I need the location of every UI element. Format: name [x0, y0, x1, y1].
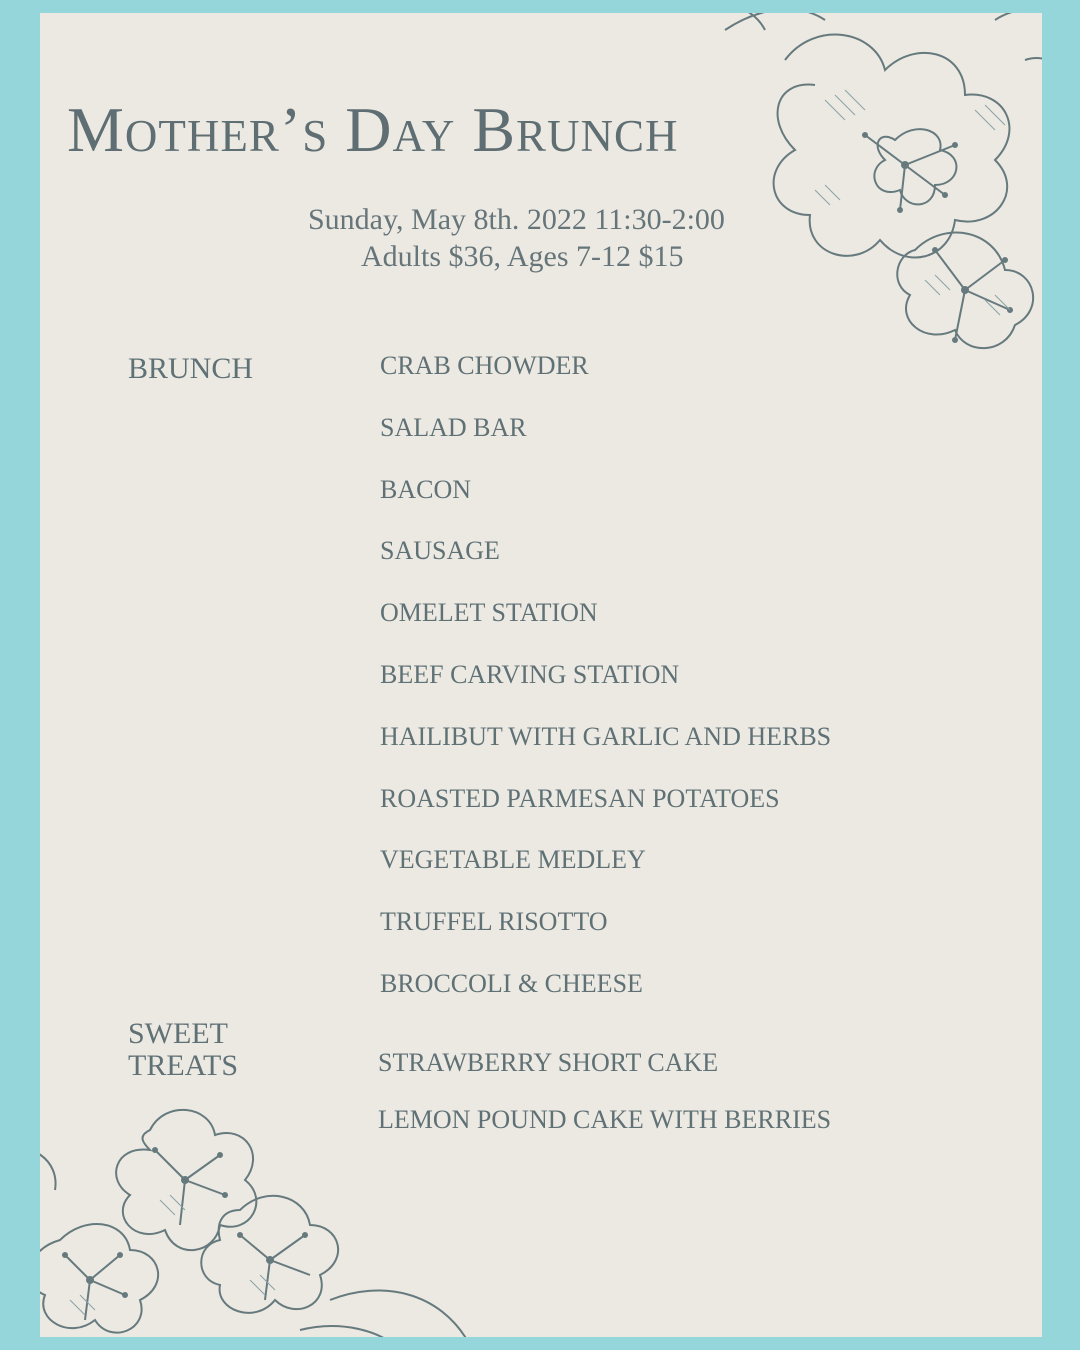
menu-item: LEMON POUND CAKE WITH BERRIES: [378, 1105, 832, 1134]
section-label-sweet-treats: [128, 1018, 238, 1081]
menu-item: VEGETABLE MEDLEY: [380, 845, 646, 875]
sweet-treats-item-list: [378, 1043, 831, 1157]
menu-item: SALAD BAR: [380, 412, 527, 442]
section-label-brunch: BRUNCH: [128, 352, 254, 385]
section-label-line: TREATS: [128, 1048, 239, 1082]
menu-item: BROCCOLI & CHEESE: [380, 968, 643, 998]
event-prices: Adults $36, Ages 7-12 $15: [361, 240, 684, 273]
section-label-line: SWEET: [128, 1017, 228, 1050]
menu-item: HAILIBUT WITH GARLIC AND HERBS: [380, 721, 832, 751]
menu-item: BACON: [380, 474, 472, 504]
menu-item: OMELET STATION: [380, 598, 598, 628]
page-title: Mother’s Day Brunch: [67, 94, 679, 165]
menu-item: STRAWBERRY SHORT CAKE: [378, 1048, 719, 1077]
menu-card: [40, 13, 1042, 1337]
floral-decoration-top-right: [665, 13, 1042, 360]
brunch-item-list: [380, 346, 831, 1026]
event-date-time: Sunday, May 8th. 2022 11:30-2:00: [308, 203, 725, 236]
menu-item: ROASTED PARMESAN POTATOES: [380, 783, 780, 813]
menu-item: CRAB CHOWDER: [380, 351, 589, 380]
menu-item: BEEF CARVING STATION: [380, 659, 680, 689]
menu-item: TRUFFEL RISOTTO: [380, 907, 608, 937]
menu-item: SAUSAGE: [380, 536, 500, 566]
